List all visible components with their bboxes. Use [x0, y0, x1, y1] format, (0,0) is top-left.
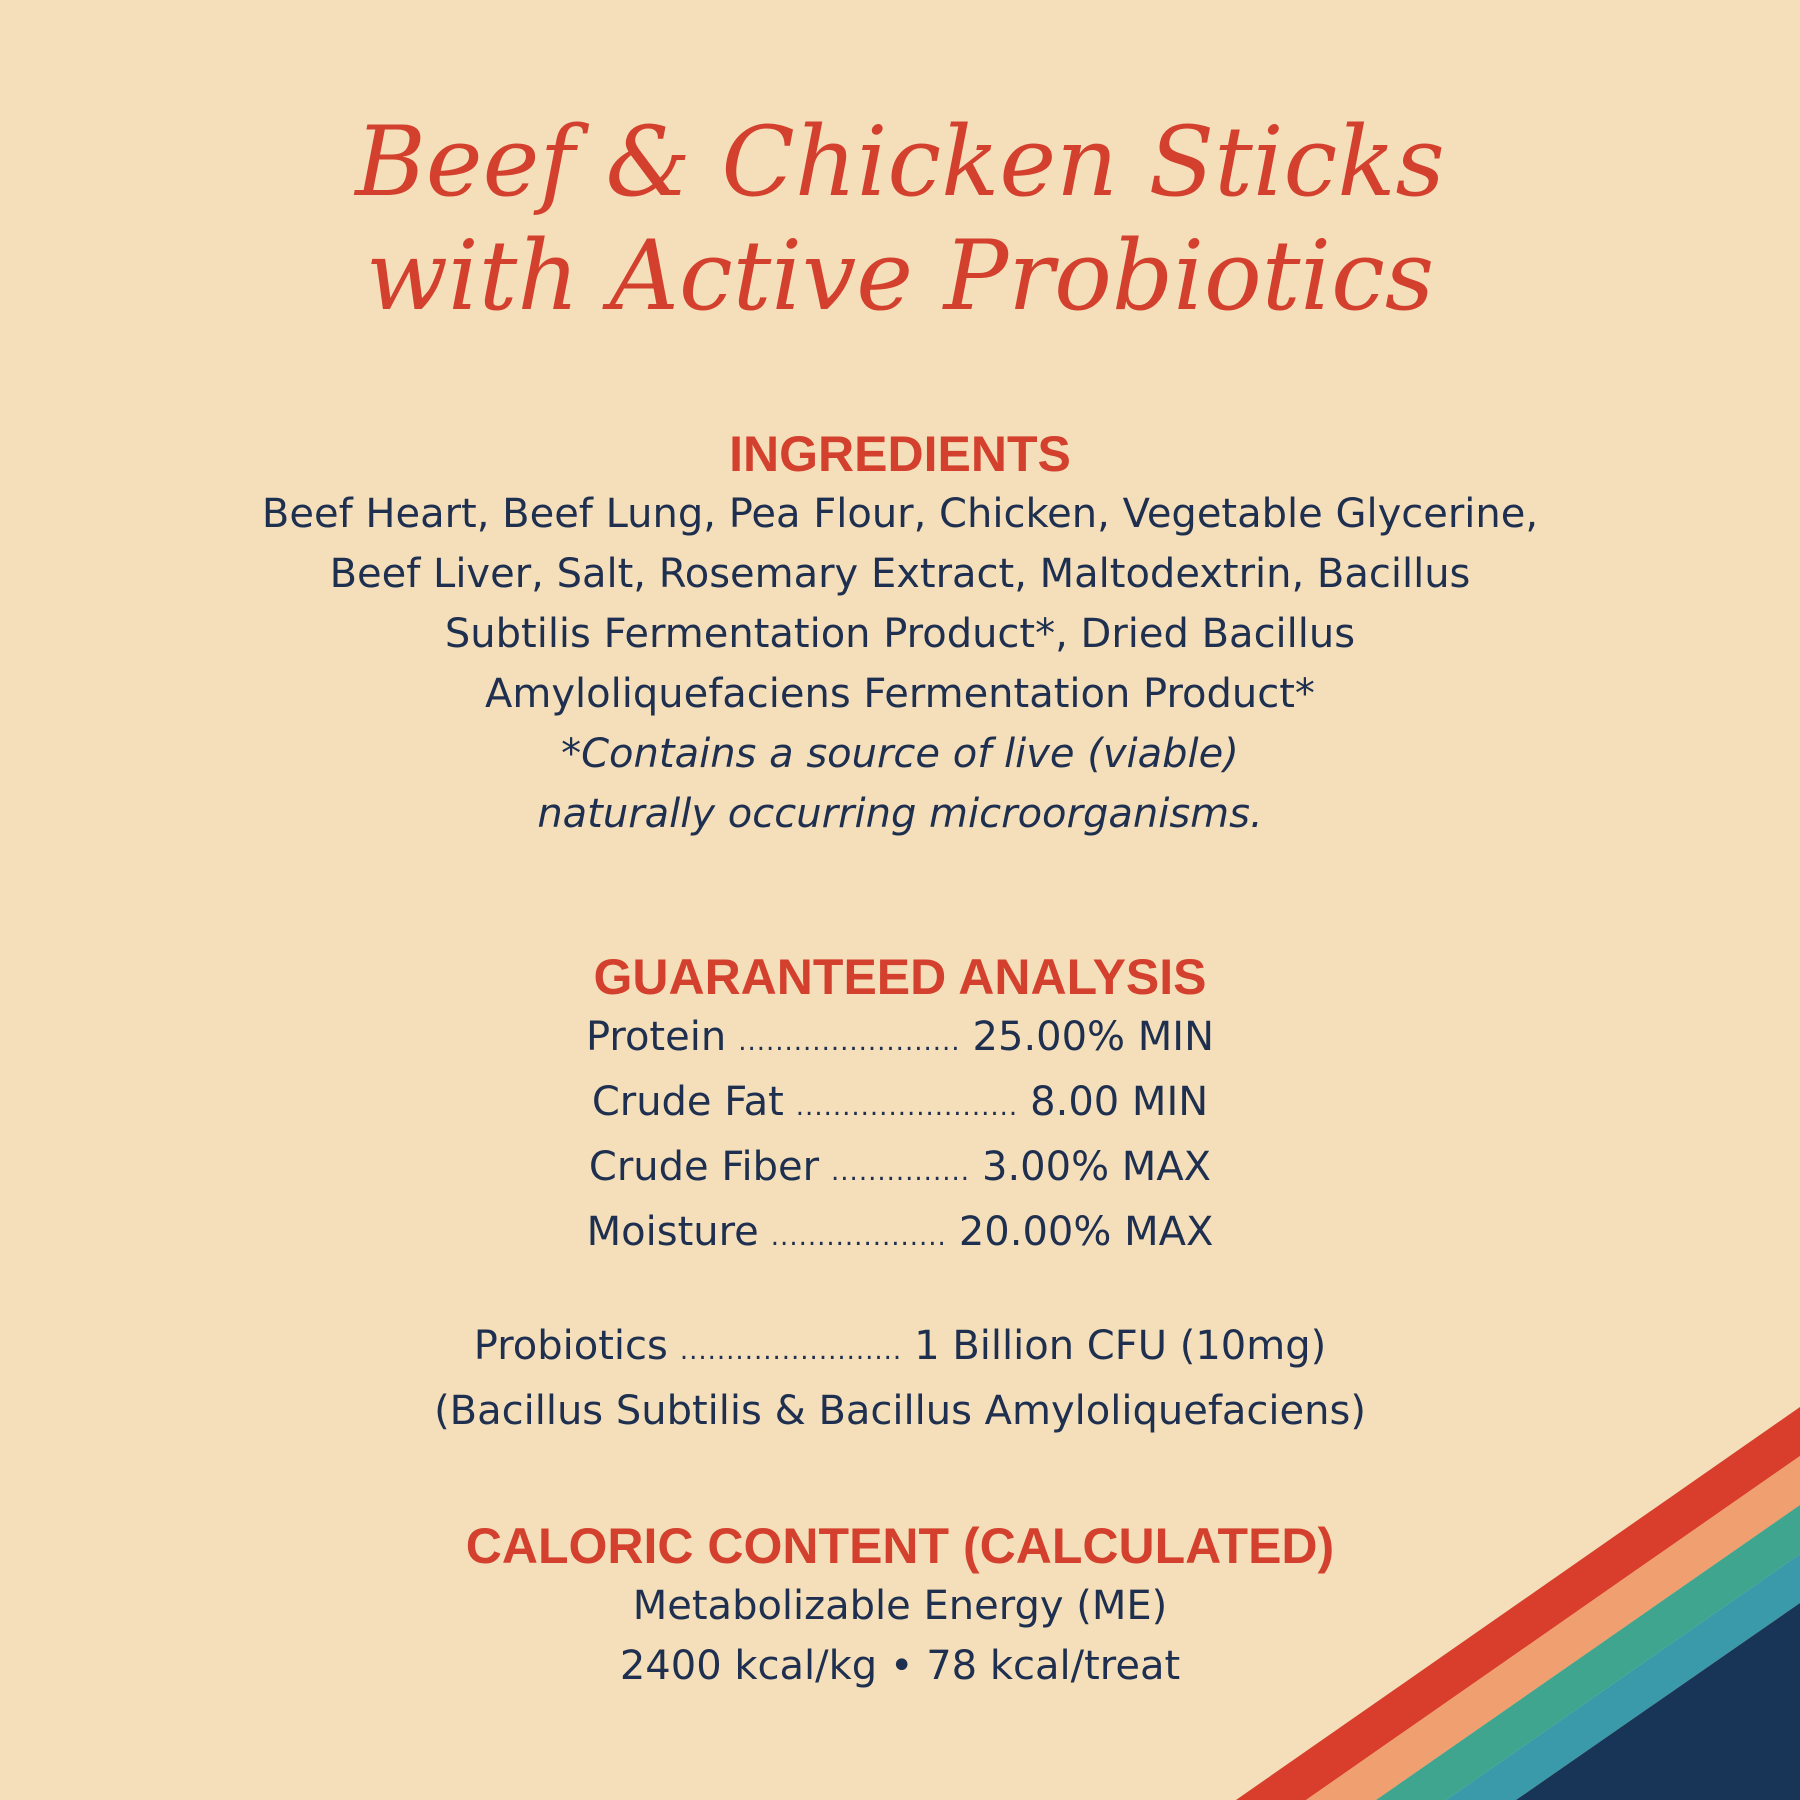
caloric-heading: CALORIC CONTENT (CALCULATED)	[465, 1518, 1335, 1574]
analysis-label: Crude Fiber	[588, 1144, 820, 1190]
leader-dots: ...............	[831, 1157, 971, 1187]
title-line-1: Beef & Chicken Sticks	[355, 106, 1445, 218]
leader-dots: ........................	[795, 1092, 1019, 1122]
probiotics-detail: (Bacillus Subtilis & Bacillus Amyloliquefaciens)	[434, 1388, 1366, 1434]
caloric-line: Metabolizable Energy (ME)	[632, 1583, 1168, 1629]
analysis-label: Protein	[585, 1014, 727, 1060]
ingredients-line: Subtilis Fermentation Product*, Dried Bacillus	[444, 611, 1356, 657]
analysis-label: Moisture	[586, 1209, 759, 1255]
leader-dots: ........................	[679, 1336, 903, 1366]
analysis-value: 8.00 MIN	[1030, 1079, 1209, 1125]
analysis-value: 3.00% MAX	[982, 1144, 1212, 1190]
title-line-2: with Active Probiotics	[365, 220, 1435, 332]
analysis-value: 20.00% MAX	[958, 1209, 1214, 1255]
analysis-heading: GUARANTEED ANALYSIS	[593, 949, 1207, 1005]
ingredients-note-line: *Contains a source of live (viable)	[561, 731, 1239, 777]
caloric-line: 2400 kcal/kg • 78 kcal/treat	[619, 1643, 1181, 1689]
probiotics-label: Probiotics	[473, 1323, 668, 1369]
analysis-label: Crude Fat	[591, 1079, 784, 1125]
ingredients-line: Amyloliquefaciens Fermentation Product*	[485, 671, 1315, 717]
probiotics-value: 1 Billion CFU (10mg)	[914, 1323, 1327, 1369]
ingredients-line: Beef Liver, Salt, Rosemary Extract, Maltodextrin, Bacillus	[329, 551, 1471, 597]
analysis-value: 25.00% MIN	[972, 1014, 1215, 1060]
leader-dots: ........................	[738, 1027, 961, 1057]
leader-dots: ...................	[770, 1222, 947, 1252]
ingredients-line: Beef Heart, Beef Lung, Pea Flour, Chicken, Vegetable Glycerine,	[261, 491, 1539, 537]
ingredients-heading: INGREDIENTS	[729, 426, 1071, 482]
ingredients-note-line: naturally occurring microorganisms.	[537, 791, 1263, 837]
